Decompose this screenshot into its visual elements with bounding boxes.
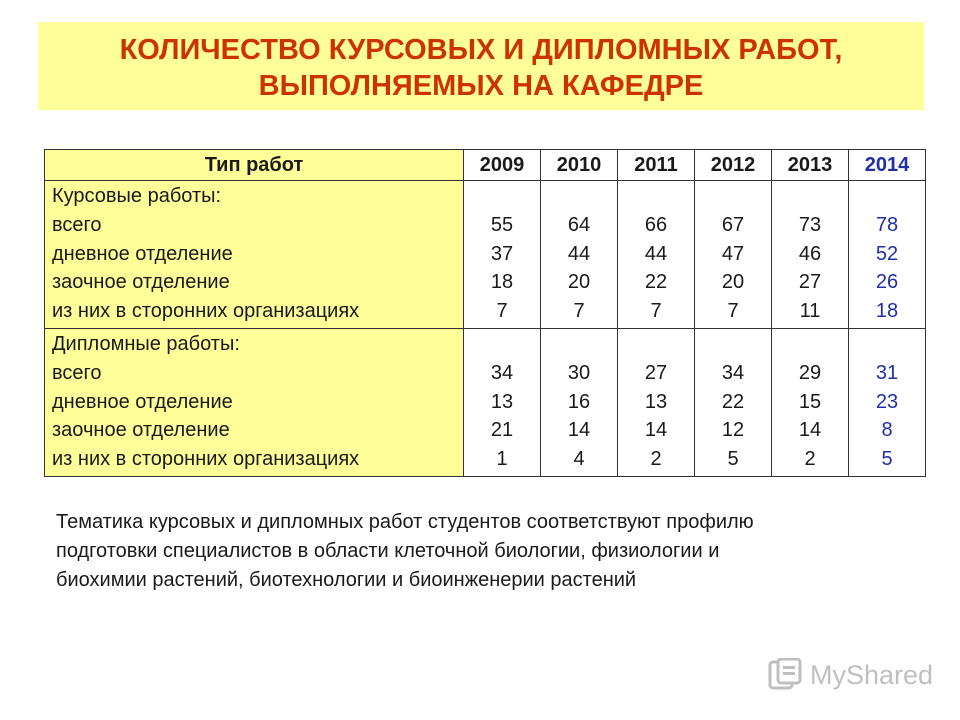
table-cell: 14 [644,419,668,442]
description-line-2: подготовки специалистов в области клеточной биологии, физиологии и [56,540,720,562]
header-year-2012: 2012 [695,150,772,181]
table-cell: 11 [799,300,821,323]
table-row-diploma [45,328,926,476]
table-cell: 46 [798,242,822,265]
title-line-1: КОЛИЧЕСТВО КУРСОВЫХ И ДИПЛОМНЫХ РАБОТ, [119,34,843,66]
table-cell: 7 [727,300,739,323]
coursework-2013 [772,181,849,329]
table-cell: 23 [875,390,899,413]
table-cell: 34 [721,361,745,384]
table-cell: 7 [650,300,662,323]
table-cell: 64 [567,213,591,236]
table-cell: 22 [644,271,668,294]
table-cell: 34 [490,361,514,384]
diploma-labels [45,328,464,476]
row-label: дневное отделение [52,390,233,413]
table-cell: 27 [798,271,822,294]
coursework-2010 [541,181,618,329]
table-cell: 16 [567,390,591,413]
coursework-2011 [618,181,695,329]
header-year-2014: 2014 [849,150,926,181]
coursework-2012 [695,181,772,329]
table-cell: 14 [798,419,822,442]
table-cell: 31 [875,361,899,384]
description-line-1: Тематика курсовых и дипломных работ студентов соответствуют профилю [56,511,754,533]
myshared-logo-icon [768,658,804,692]
title-banner [38,22,924,110]
table-cell: 15 [798,390,822,413]
diploma-2009 [464,328,541,476]
table-cell: 7 [496,300,508,323]
table-cell: 14 [567,419,591,442]
table-cell: 4 [573,448,585,471]
table-cell: 47 [721,242,745,265]
works-count-table [44,149,926,477]
table-cell: 29 [798,361,822,384]
coursework-heading: Курсовые работы: [52,185,222,207]
table-cell: 67 [721,213,745,236]
table-cell: 2 [804,448,816,471]
coursework-2009 [464,181,541,329]
diploma-heading: Дипломные работы: [52,332,240,355]
table-cell: 73 [798,213,822,236]
diploma-2013 [772,328,849,476]
diploma-2014 [849,328,926,476]
table-cell: 20 [721,271,745,294]
watermark [768,655,933,695]
table-cell: 7 [573,300,585,323]
table-cell: 55 [490,213,514,236]
header-year-2011: 2011 [618,150,695,181]
table-cell: 37 [490,242,514,265]
header-year-2009: 2009 [464,150,541,181]
diploma-2011 [618,328,695,476]
table-cell: 66 [644,213,668,236]
diploma-2012 [695,328,772,476]
table-cell: 26 [875,271,899,294]
table-cell: 18 [875,300,899,323]
row-label: всего [52,213,102,236]
diploma-2010 [541,328,618,476]
row-label: из них в сторонних организациях [52,300,360,323]
row-label: дневное отделение [52,242,233,265]
row-label: из них в сторонних организациях [52,448,360,471]
row-label: всего [52,361,102,384]
header-type: Тип работ [45,150,464,181]
table-cell: 13 [644,390,668,413]
table-cell: 8 [881,419,893,442]
table-cell: 2 [650,448,662,471]
coursework-labels [45,181,464,329]
table-cell: 78 [875,213,899,236]
table-cell: 30 [567,361,591,384]
header-year-2010: 2010 [541,150,618,181]
header-year-2013: 2013 [772,150,849,181]
title-line-2: ВЫПОЛНЯЕМЫХ НА КАФЕДРЕ [258,70,704,102]
table-cell: 27 [644,361,668,384]
table-cell: 52 [875,242,899,265]
table-row-coursework [45,181,926,329]
table-cell: 44 [644,242,668,265]
watermark-text: MyShared [810,659,934,690]
table-cell: 13 [490,390,514,413]
table-cell: 5 [727,448,739,471]
table-cell: 5 [881,448,893,471]
row-label: заочное отделение [52,271,230,294]
table-cell: 22 [721,390,745,413]
table-cell: 12 [721,419,745,442]
table-cell: 18 [490,271,514,294]
table-cell: 44 [567,242,591,265]
row-label: заочное отделение [52,419,230,442]
table-cell: 1 [496,448,508,471]
table-cell: 21 [490,419,514,442]
table-cell: 20 [567,271,591,294]
coursework-2014 [849,181,926,329]
description-line-3: биохимии растений, биотехнологии и биоинженерии растений [56,569,637,591]
description-text [56,508,916,595]
table-header-row [45,150,926,181]
